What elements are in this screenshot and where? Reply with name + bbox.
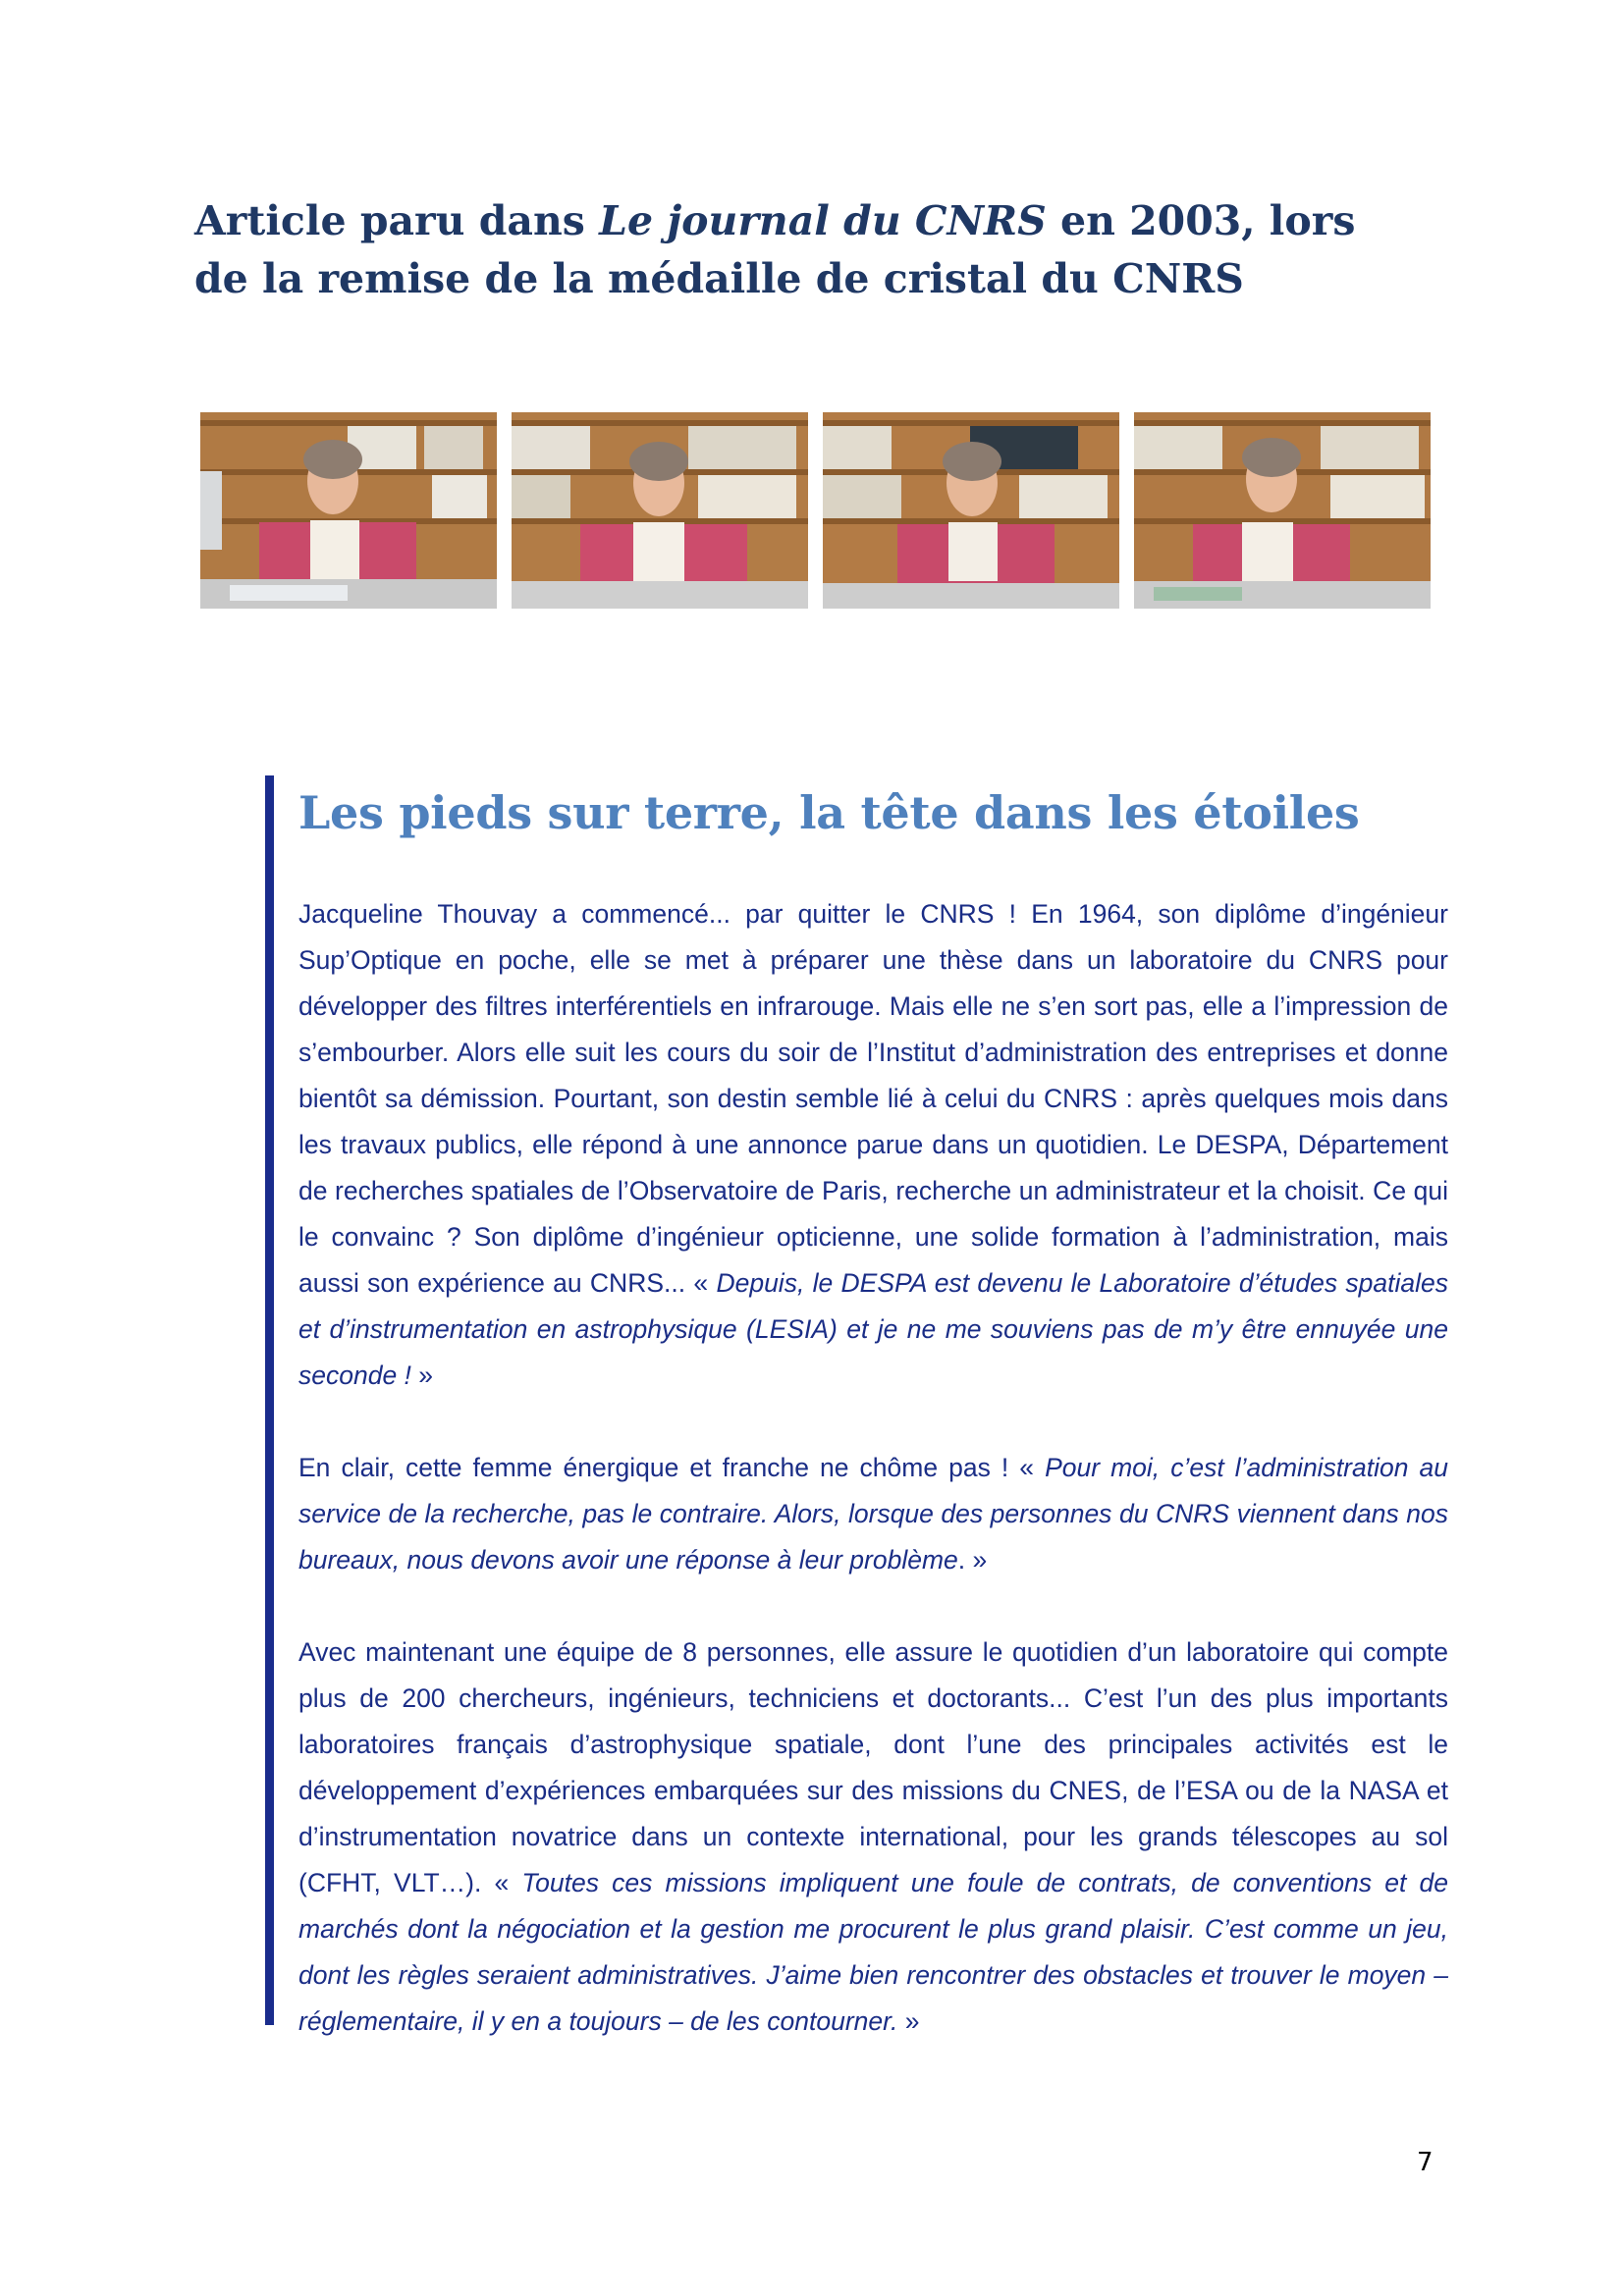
article-title: Les pieds sur terre, la tête dans les étoiles xyxy=(298,786,1360,839)
title-journal-name: Le journal du CNRS xyxy=(599,197,1047,244)
photo-3 xyxy=(823,412,1119,609)
paragraph-1-quote: Depuis, le DESPA est devenu le Laboratoire d’études spatiales et d’instrumentation en astrophysique (LESIA) et je ne me souviens pas de m’y être ennuyée une seconde ! xyxy=(298,1268,1449,1390)
paragraph-1 xyxy=(298,891,1448,1399)
paragraph-2-text: En clair, cette femme énergique et franche ne chôme pas ! « xyxy=(298,1453,1046,1482)
paragraph-3-text: Avec maintenant une équipe de 8 personnes, elle assure le quotidien d’un laboratoire qui compte plus de 200 chercheurs, ingénieurs, techniciens et doctorants... C’est l’un des plus importants laboratoires français d’astrophysique spatiale, dont l’une des principales activités est le développement d’expériences embarquées sur des missions du CNES, de l’ESA ou de la NASA et d’instrumentation novatrice dans un contexte international, pour les grands télescopes au sol (CFHT, VLT…). « xyxy=(298,1637,1448,1897)
photo-4 xyxy=(1134,412,1431,609)
paragraph-2-end: . » xyxy=(957,1545,988,1575)
article-block xyxy=(265,775,1449,2036)
paragraph-2-quote: Pour moi, c’est l’administration au service de la recherche, pas le contraire. Alors, lorsque des personnes du CNRS viennent dans nos bureaux, nous devons avoir une réponse à leur problème xyxy=(298,1453,1448,1575)
photo-1 xyxy=(200,412,497,609)
page-number: 7 xyxy=(1417,2148,1434,2177)
paragraph-1-text: Jacqueline Thouvay a commencé... par quitter le CNRS ! En 1964, son diplôme d’ingénieur Sup’Optique en poche, elle se met à préparer une thèse dans un laboratoire du CNRS pour développer des filtres interférentiels en infrarouge. Mais elle ne s’en sort pas, elle a l’impression de s’embourber. Alors elle suit les cours du soir de l’Institut d’administration des entreprises et donne bientôt sa démission. Pourtant, son destin semble lié à celui du CNRS : après quelques mois dans les travaux publics, elle répond à une annonce parue dans un quotidien. Le DESPA, Département de recherches spatiales de l’Observatoire de Paris, recherche un administrateur et la choisit. Ce qui le convainc ? Son diplôme d’ingénieur opticienne, une solide formation à l’administration, mais aussi son expérience au CNRS... « xyxy=(298,899,1448,1298)
document-title xyxy=(194,192,1373,308)
paragraph-3 xyxy=(298,1629,1448,2045)
photo-strip xyxy=(200,412,1428,609)
paragraph-1-end: » xyxy=(410,1361,434,1390)
title-after: en 2003, lors de la remise de la médaille de cristal du CNRS xyxy=(194,197,1356,302)
paragraph-3-quote: Toutes ces missions impliquent une foule de contrats, de conventions et de marchés dont la négociation et la gestion me procurent le plus grand plaisir. C’est comme un jeu, dont les règles seraient administratives. J’aime bien rencontrer des obstacles et trouver le moyen – réglementaire, il y en a toujours – de les contourner. xyxy=(298,1868,1449,2036)
paragraph-3-end: » xyxy=(897,2006,920,2036)
paragraph-2 xyxy=(298,1445,1448,1583)
photo-2 xyxy=(512,412,808,609)
title-before: Article paru dans xyxy=(194,197,600,244)
